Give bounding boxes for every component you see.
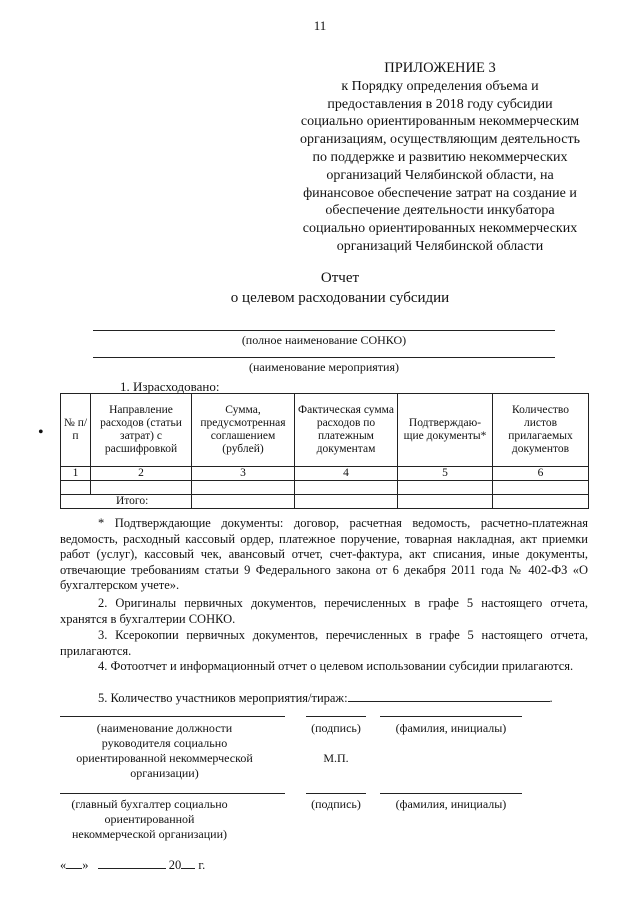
- head-signature-field[interactable]: [306, 716, 366, 717]
- table-cell[interactable]: [91, 481, 192, 495]
- footnote-text: * Подтверждающие документы: договор, расчетная ведомость, расчетно-платежная ведомость, расходный кассовый ордер, платежное поручение, товарная накладная, акт приемки работ (услуг), кассовый чек, авансовый отчет, счет-фактура, акт списания, иные документы, отвечающие требованиям статьи 9 Федерального закона от 6 декабря 2011 года № 402-ФЗ «О бухгалтерском учете».: [60, 516, 588, 593]
- table-cell[interactable]: [493, 481, 589, 495]
- table-total-row: [61, 495, 589, 509]
- stamp-label: М.П.: [323, 751, 349, 765]
- appendix-line: предоставления в 2018 году субсидии: [327, 96, 553, 112]
- table-header-cell: № п/п: [61, 394, 91, 467]
- item-2: [60, 596, 588, 627]
- appendix-line: по поддержке и развитию некоммерческих: [312, 149, 568, 165]
- total-label: Итого:: [61, 495, 192, 509]
- appendix-title: ПРИЛОЖЕНИЕ 3: [384, 60, 496, 76]
- table-header-cell: Сумма, предусмотренная соглашением (рублей): [192, 394, 295, 467]
- head-position-field[interactable]: [60, 716, 285, 717]
- item-4: [60, 659, 588, 675]
- head-name-caption: (фамилия, инициалы): [395, 721, 507, 735]
- org-name-field[interactable]: [93, 330, 555, 331]
- table-cell[interactable]: [61, 481, 91, 495]
- date-day-field[interactable]: [66, 856, 82, 869]
- table-header-cell: Направление расходов (статьи затрат) с расшифровкой: [91, 394, 192, 467]
- org-name-caption: (полное наименование СОНКО): [241, 333, 407, 347]
- date-year-suffix: г.: [198, 858, 206, 872]
- accountant-position-field[interactable]: [60, 793, 285, 794]
- date-year-field[interactable]: [181, 856, 195, 869]
- appendix-line: обеспечение деятельности инкубатора: [325, 203, 555, 219]
- head-name-field[interactable]: [380, 716, 522, 717]
- date-month-field[interactable]: [98, 856, 166, 869]
- table-cell[interactable]: [192, 481, 295, 495]
- accountant-name-field[interactable]: [380, 793, 522, 794]
- appendix-header: [275, 60, 605, 256]
- appendix-line: социально ориентированным некоммерческим: [300, 114, 580, 130]
- accountant-caption: (главный бухгалтер социально ориентированной некоммерческой организации): [71, 797, 228, 841]
- date-year-prefix: 20: [168, 858, 182, 872]
- accountant-signature-caption: (подпись): [311, 797, 361, 811]
- table-cell[interactable]: [398, 495, 493, 509]
- item-4-text: 4. Фотоотчет и информационный отчет о целевом использовании субсидии прилагаются.: [98, 659, 574, 673]
- event-name-caption: (наименование мероприятия): [249, 360, 399, 374]
- item-3: [60, 628, 588, 659]
- appendix-line: организаций Челябинской области, на: [326, 167, 554, 183]
- table-cell: 1: [61, 467, 91, 481]
- participants-field[interactable]: [348, 689, 550, 702]
- appendix-line: к Порядку определения объема и: [341, 78, 539, 94]
- table-cell: 4: [295, 467, 398, 481]
- head-signature-caption: (подпись): [311, 721, 361, 735]
- footnote: [60, 516, 588, 594]
- table-header-cell: Подтверждаю-щие документы*: [398, 394, 493, 467]
- table-cell[interactable]: [295, 495, 398, 509]
- item-5-text: 5. Количество участников мероприятия/тираж:: [98, 691, 348, 705]
- date-close-quote: »: [82, 858, 89, 872]
- event-name-field[interactable]: [93, 357, 555, 358]
- report-title-line2: о целевом расходовании субсидии: [230, 290, 450, 306]
- bullet-mark: •: [38, 424, 44, 441]
- expense-table: [60, 393, 589, 509]
- table-row: [61, 481, 589, 495]
- table-cell: 2: [91, 467, 192, 481]
- report-title: [150, 268, 530, 308]
- date-line: [60, 856, 205, 873]
- table-cell: 5: [398, 467, 493, 481]
- report-title-line1: Отчет: [320, 270, 360, 286]
- appendix-line: финансовое обеспечение затрат на создание и: [303, 185, 577, 201]
- section-1-label: 1. Израсходовано:: [120, 379, 220, 394]
- table-header-row: [61, 394, 589, 467]
- table-cell: 3: [192, 467, 295, 481]
- date-open-quote: «: [60, 858, 67, 872]
- table-cell[interactable]: [192, 495, 295, 509]
- table-cell[interactable]: [398, 481, 493, 495]
- appendix-line: организациям, осуществляющим деятельность: [300, 132, 580, 148]
- accountant-signature-field[interactable]: [306, 793, 366, 794]
- table-header-cell: Фактическая сумма расходов по платежным документам: [295, 394, 398, 467]
- item-5-end: .: [549, 691, 553, 705]
- item-5: [60, 689, 588, 706]
- page-number: 11: [313, 18, 327, 33]
- table-cell[interactable]: [493, 495, 589, 509]
- item-2-text: 2. Оригиналы первичных документов, перечисленных в графе 5 настоящего отчета, хранятся в бухгалтерии СОНКО.: [60, 596, 588, 626]
- table-cell: 6: [493, 467, 589, 481]
- table-row: [61, 467, 589, 481]
- accountant-name-caption: (фамилия, инициалы): [395, 797, 507, 811]
- item-3-text: 3. Ксерокопии первичных документов, перечисленных в графе 5 настоящего отчета, прилагаются.: [60, 628, 588, 658]
- table-header-cell: Количество листов прилагаемых документов: [493, 394, 589, 467]
- appendix-line: социально ориентированных некоммерческих: [302, 221, 578, 237]
- appendix-line: организаций Челябинской области: [336, 238, 544, 254]
- table-cell[interactable]: [295, 481, 398, 495]
- head-position-caption: (наименование должности руководителя социально ориентированной некоммерческой организации): [76, 721, 253, 780]
